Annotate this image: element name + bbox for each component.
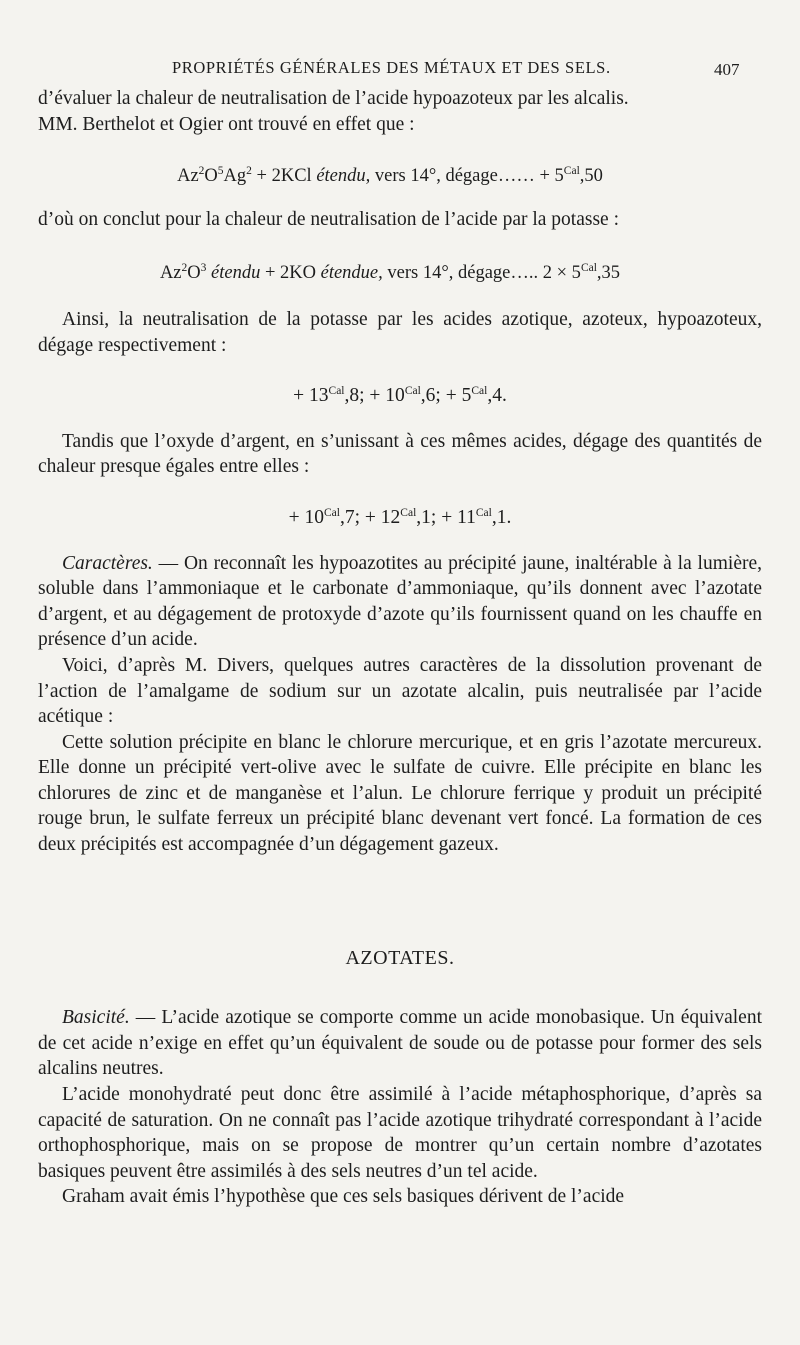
formula-text: vers 14°, dégage…… + 5: [370, 166, 564, 187]
formula-heat-values-potash: [38, 379, 762, 409]
formula-text: Az: [177, 166, 199, 187]
paragraph-line: MM. Berthelot et Ogier ont trouvé en effet que :: [38, 113, 415, 135]
formula-sup: Cal: [563, 165, 580, 178]
paragraph-continuation: [38, 86, 762, 137]
formula-sup: 2: [198, 165, 205, 178]
formula-italic: étendue,: [320, 263, 383, 284]
run-in-heading: Caractères.: [62, 552, 153, 574]
paragraph: Cette solution précipite en blanc le chlorure mercurique, et en gris l’azotate mercureux. Elle donne un précipité vert-olive avec le sulfate de cuivre. Elle précipite en blanc les chlorures de zinc et de manganèse et l’alun. Le chlorure ferrique y produit un précipité rouge brun, le sulfate ferreux un précipité blanc devenant vert foncé. La formation de ces deux précipités est accompagnée d’un dégagement gazeux.: [38, 731, 762, 856]
paragraph: Tandis que l’oxyde d’argent, en s’unissant à ces mêmes acides, dégage des quantités de chaleur presque égales entre elles :: [38, 430, 762, 478]
paragraph: Ainsi, la neutralisation de la potasse par les acides azotique, azoteux, hypoazoteux, dégage respectivement :: [38, 308, 762, 356]
formula-text: + 2KCl: [251, 166, 317, 187]
formula-text: ,8; + 10: [344, 385, 405, 407]
formula-sup: Cal: [400, 506, 417, 519]
formula-sup: Cal: [328, 385, 345, 398]
paragraph: Graham avait émis l’hypothèse que ces sels basiques dérivent de l’acide: [62, 1186, 625, 1208]
formula-sup: 5: [217, 165, 224, 178]
paragraph: Voici, d’après M. Divers, quelques autres caractères de la dissolution provenant de l’action de l’amalgame de sodium sur un azotate alcalin, puis neutralisée par l’acide acétique :: [38, 654, 762, 728]
formula-sup: 2: [246, 165, 252, 178]
formula-italic: étendu: [206, 263, 261, 284]
formula-text: ,6; + 5: [420, 385, 472, 407]
formula-sup: Cal: [324, 506, 340, 519]
formula-text: ,7; + 12: [340, 506, 401, 528]
formula-text: vers 14°, dégage….. 2 × 5: [382, 263, 581, 284]
formula-silver-hyponitrite: [38, 159, 762, 190]
formula-sup: Cal: [471, 385, 488, 398]
paragraph-line: d’évaluer la chaleur de neutralisation de l’acide hypoazoteux par les alcalis.: [38, 88, 629, 109]
running-title: PROPRIÉTÉS GÉNÉRALES DES MÉTAUX ET DES SELS.: [172, 58, 611, 77]
page-header: [0, 54, 800, 84]
formula-text: + 13: [293, 385, 329, 407]
formula-sup: Cal: [580, 262, 597, 275]
formula-heat-values-silver: [38, 501, 762, 531]
formula-text: ,1.: [491, 506, 512, 528]
formula-text: O: [187, 263, 201, 284]
formula-text: Ag: [223, 166, 247, 187]
paragraph: L’acide monohydraté peut donc être assimilé à l’acide métaphosphorique, d’après sa capacité de saturation. On ne connaît pas l’acide azotique trihydraté correspondant à l’acide orthophosphorique, mais on se propose de montrer qu’un certain nombre d’azotates basiques peuvent être assimilés à des sels neutres d’un tel acide.: [38, 1084, 762, 1182]
page-number: 407: [714, 60, 740, 79]
formula-text: ,1; + 11: [416, 506, 476, 528]
section-title: AZOTATES.: [345, 946, 455, 969]
formula-sup: 3: [200, 262, 207, 275]
formula-sup: Cal: [475, 506, 492, 519]
paragraph: d’où on conclut pour la chaleur de neutralisation de l’acide par la potasse :: [38, 208, 619, 230]
paragraph-basicite: [38, 1005, 762, 1082]
formula-text: + 10: [288, 506, 325, 528]
formula-text: ,50: [579, 166, 603, 187]
formula-text: ,35: [596, 263, 621, 284]
formula-text: + 2KO: [260, 263, 321, 284]
formula-italic: étendu,: [316, 166, 371, 187]
paragraph-text: — On reconnaît les hypoazotites au précipité jaune, inaltérable à la lumière, soluble dans l’ammoniaque et le carbonate d’ammoniaque, qu’ils donnent avec l’azotate d’argent, et au dégagement de protoxyde d’azote qu’ils fournissent quand on les chauffe en présence d’un acide.: [38, 552, 762, 651]
formula-text: Az: [159, 263, 182, 284]
paragraph-text: — L’acide azotique se comporte comme un acide monobasique. Un équivalent de cet acide n’exige en effet qu’un équivalent de soude ou de potasse pour former des sels alcalins neutres.: [38, 1007, 762, 1080]
formula-sup: 2: [181, 262, 188, 275]
formula-text: O: [204, 166, 218, 187]
body-text: [38, 86, 762, 1210]
formula-potash-neutralisation: [38, 256, 762, 287]
formula-sup: Cal: [404, 385, 421, 398]
run-in-heading: Basicité.: [62, 1007, 130, 1029]
paragraph-caracteres: [38, 551, 762, 653]
formula-text: ,4.: [487, 385, 507, 407]
